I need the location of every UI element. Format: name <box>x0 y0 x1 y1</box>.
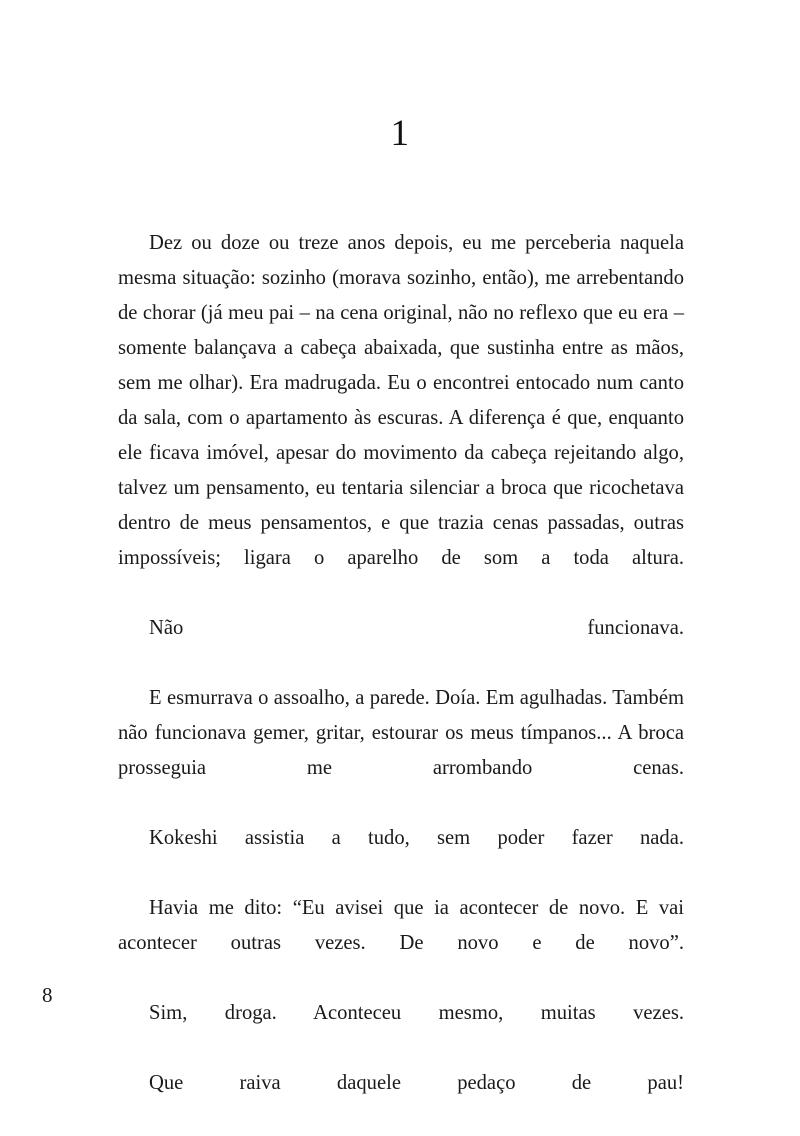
paragraph: Não funcionava. <box>149 617 684 639</box>
paragraph: Kokeshi assistia a tudo, sem poder fazer nada. <box>149 827 684 849</box>
paragraph: Sim, droga. Aconteceu mesmo, muitas vezes. <box>149 1002 684 1024</box>
page-number: 8 <box>42 983 53 1007</box>
paragraph: Que raiva daquele pedaço de pau! <box>149 1072 684 1094</box>
body-text-block <box>118 226 684 1136</box>
paragraph: Dez ou doze ou treze anos depois, eu me perceberia naquela mesma situação: sozinho (morava sozinho, então), me arrebentando de chorar (já meu pai – na cena original, não no reflexo que eu era – somente balançava a cabeça abaixada, que sustinha entre as mãos, sem me olhar). Era madrugada. Eu o encontrei entocado num canto da sala, com o apartamento às escuras. A diferença é que, enquanto ele ficava imóvel, apesar do movimento da cabeça rejeitando algo, talvez um pensamento, eu tentaria silenciar a broca que ricochetava dentro de meus pensamentos, e que trazia cenas passadas, outras impossíveis; ligara o aparelho de som a toda altura. <box>118 232 684 569</box>
paragraph: E esmurrava o assoalho, a parede. Doía. Em agulhadas. Também não funcionava gemer, gritar, estourar os meus tímpanos... A broca prosseguia me arrombando cenas. <box>118 687 684 779</box>
chapter-number: 1 <box>390 113 410 154</box>
paragraph: Havia me dito: “Eu avisei que ia acontecer de novo. E vai acontecer outras vezes. De novo e de novo”. <box>118 897 684 954</box>
